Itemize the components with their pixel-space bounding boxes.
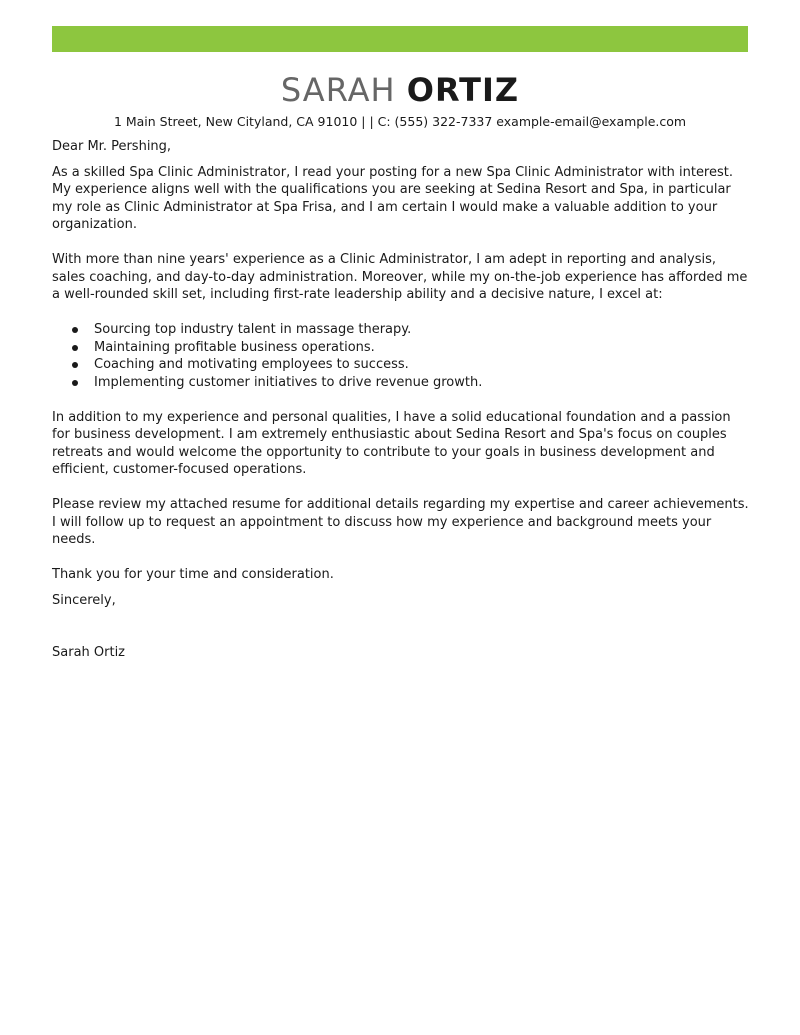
list-item: [52, 321, 752, 339]
closing-thanks: Thank you for your time and consideration.: [52, 567, 334, 582]
paragraph-experience: With more than nine years' experience as a Clinic Administrator, I am adept in reporting and analysis, sales coaching, and day-to-day administration. Moreover, while my on-the-job experience has afforded me a well-rounded skill set, including first-rate leadership ability and a decisive nature, I excel at:: [52, 252, 748, 302]
bullet-icon: [72, 345, 78, 351]
bullet-icon: [72, 362, 78, 368]
signature-name: Sarah Ortiz: [52, 645, 126, 660]
paragraph-follow-up: Please review my attached resume for additional details regarding my expertise and career achievements. I will follow up to request an appointment to discuss how my experience and background meets your needs.: [52, 497, 749, 547]
applicant-name: [0, 70, 800, 110]
sign-off: Sincerely,: [52, 592, 116, 608]
contact-info: 1 Main Street, New Cityland, CA 91010 | | C: (555) 322-7337 example-email@example.com: [113, 114, 687, 129]
paragraph-intro: As a skilled Spa Clinic Administrator, I read your posting for a new Spa Clinic Administrator with interest. My experience aligns well with the qualifications you are seeking at Sedina Resort and Spa, in particular my role as Clinic Administrator at Spa Frisa, and I am certain I would make a valuable addition to your organization.: [52, 164, 733, 232]
skills-list: [52, 321, 752, 391]
paragraph-education: In addition to my experience and personal qualities, I have a solid educational foundation and a passion for business development. I am extremely enthusiastic about Sedina Resort and Spa's focus on couples retreats and would welcome the opportunity to contribute to your goals in business development and efficient, customer-focused operations.: [52, 409, 731, 477]
letter-body: [52, 138, 752, 662]
header-accent-bar: [52, 26, 748, 52]
list-item-text: Implementing customer initiatives to drive revenue growth.: [94, 374, 483, 390]
list-item: [52, 356, 752, 374]
list-item-text: Coaching and motivating employees to success.: [94, 357, 409, 372]
applicant-last-name: ORTIZ: [406, 71, 520, 109]
applicant-first-name: SARAH: [280, 71, 396, 109]
salutation: Dear Mr. Pershing,: [52, 139, 172, 154]
list-item: [52, 374, 752, 392]
bullet-icon: [72, 327, 78, 333]
bullet-icon: [72, 380, 78, 386]
list-item: [52, 339, 752, 357]
list-item-text: Sourcing top industry talent in massage therapy.: [94, 322, 412, 337]
list-item-text: Maintaining profitable business operations.: [94, 339, 375, 355]
